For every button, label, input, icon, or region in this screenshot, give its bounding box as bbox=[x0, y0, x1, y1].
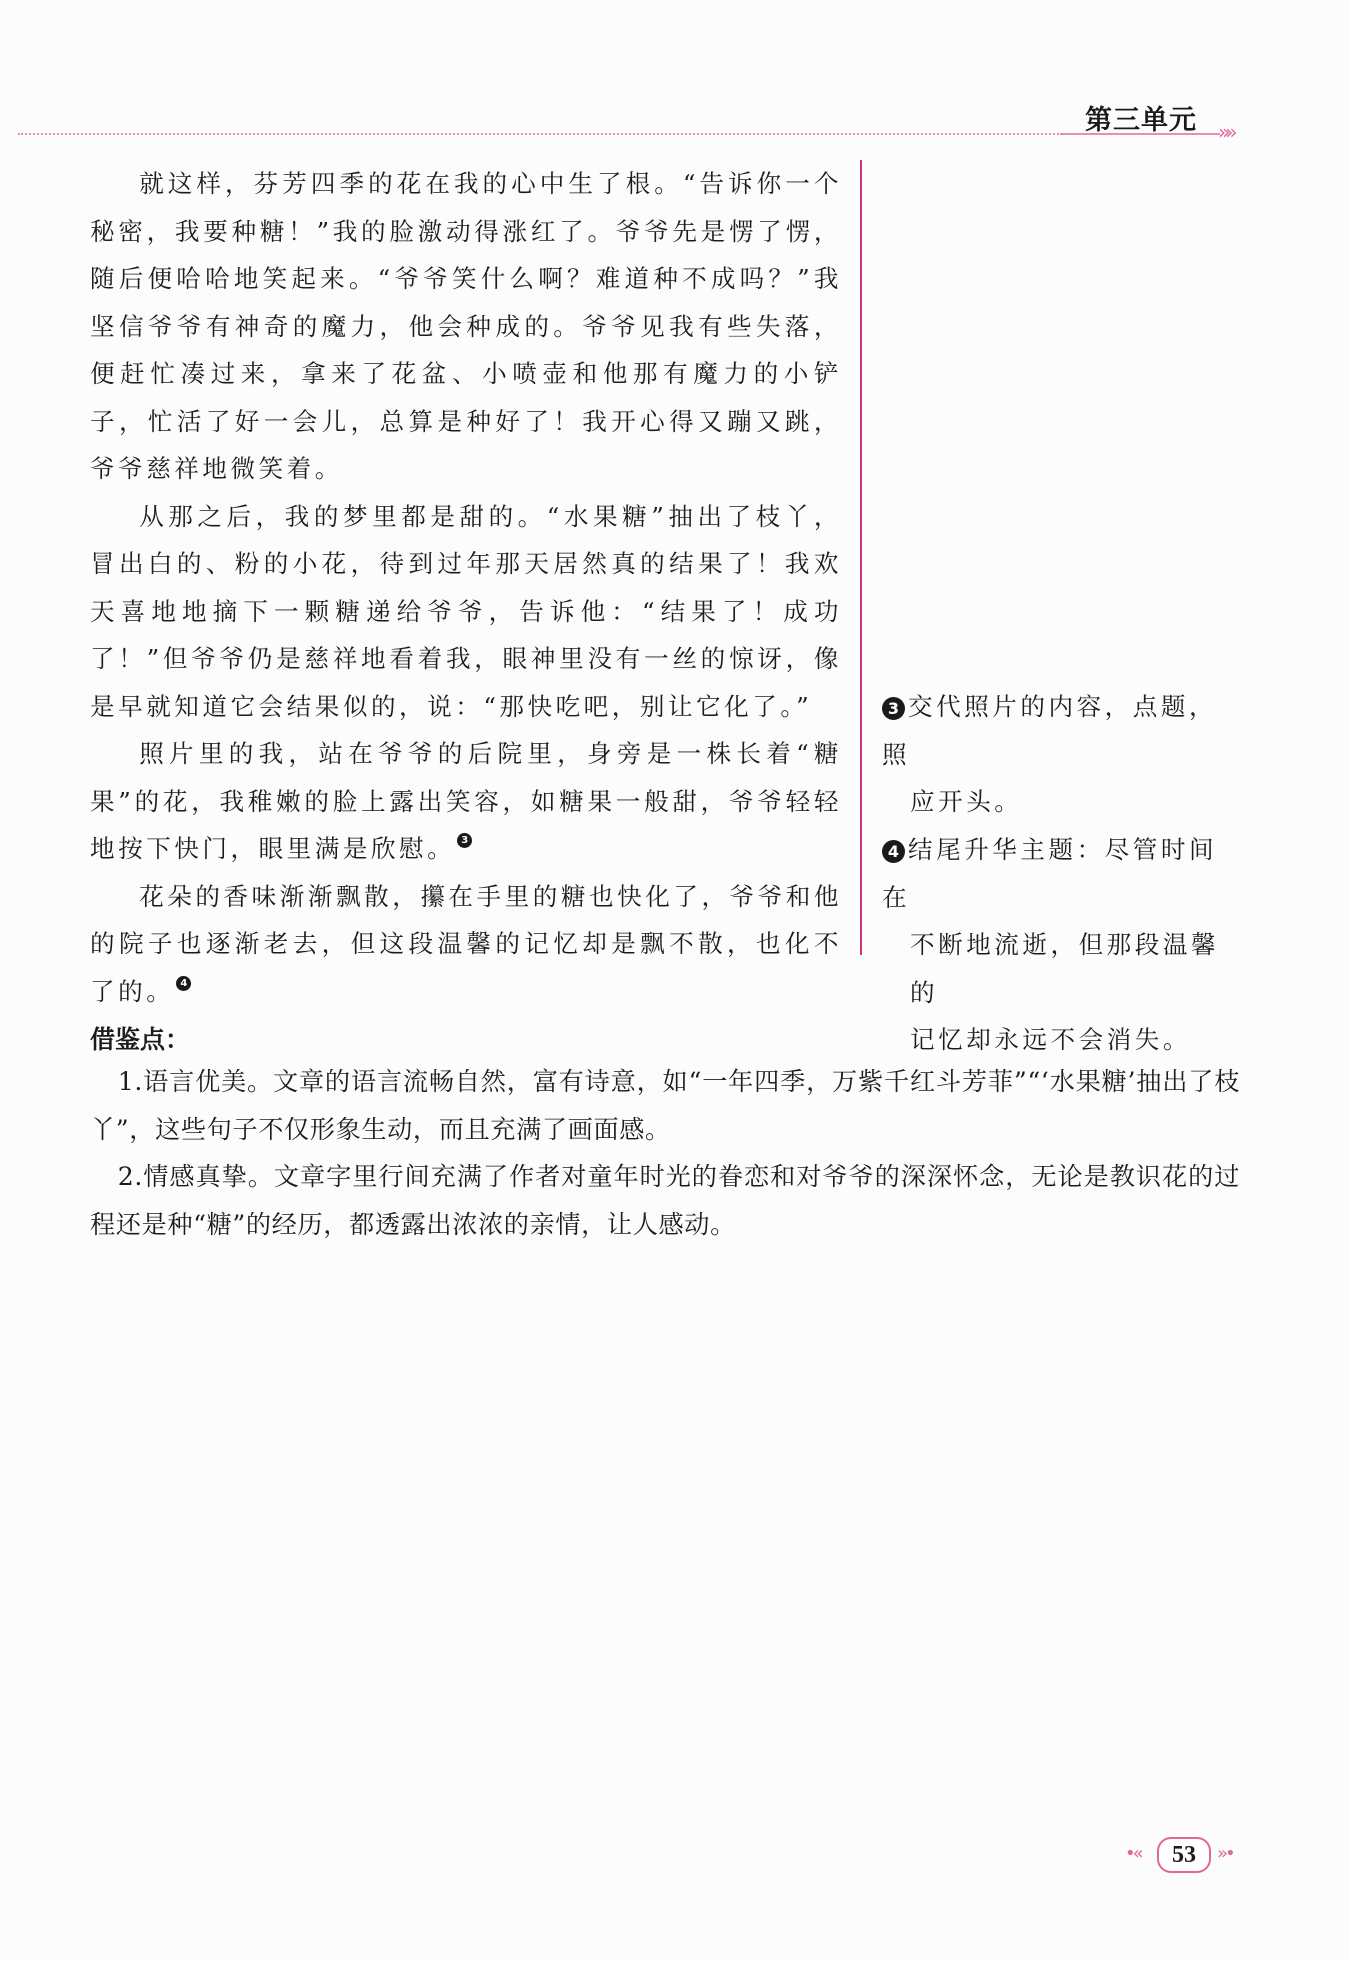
chevron-right-icon: »• bbox=[1217, 1843, 1233, 1864]
note-text: 不断地流逝，但那段温馨的 bbox=[910, 930, 1220, 1007]
unit-title: 第三单元 bbox=[1085, 105, 1197, 136]
note-text: 交代照片的内容，点题，照 bbox=[882, 692, 1218, 769]
reference-point: 2.情感真挚。文章字里行间充满了作者对童年时光的眷恋和对爷爷的深深怀念，无论是教识花的过程还是种“糖”的经历，都透露出浓浓的亲情，让人感动。 bbox=[90, 1162, 1240, 1239]
page-number-badge bbox=[1125, 1837, 1245, 1877]
margin-divider bbox=[860, 160, 862, 955]
note-text: 记忆却永远不会消失。 bbox=[910, 1025, 1191, 1054]
annotation-marker: 3 bbox=[457, 833, 472, 848]
chevron-left-icon: •« bbox=[1125, 1843, 1141, 1864]
reference-point: 1.语言优美。文章的语言流畅自然，富有诗意，如“一年四季，万紫千红斗芳菲”“‘水果糖’抽出了枝丫”，这些句子不仅形象生动，而且充满了画面感。 bbox=[90, 1067, 1240, 1144]
header-dotted-rule bbox=[18, 133, 1218, 135]
paragraph: 从那之后，我的梦里都是甜的。“水果糖”抽出了枝丫，冒出白的、粉的小花，待到过年那天居然真的结果了！我欢天喜地地摘下一颗糖递给爷爷，告诉他：“结果了！成功了！”但爷爷仍是慈祥地看着我，眼神里没有一丝的惊讶，像是早就知道它会结果似的，说：“那快吃吧，别让它化了。” bbox=[90, 501, 842, 721]
side-note bbox=[882, 683, 1242, 826]
page-number: 53 bbox=[1172, 1842, 1196, 1868]
paragraph: 照片里的我，站在爷爷的后院里，身旁是一株长着“糖果”的花，我稚嫩的脸上露出笑容，如糖果一般甜，爷爷轻轻地按下快门，眼里满是欣慰。 $^3$ bbox=[90, 739, 842, 863]
chevron-right-icon: »» bbox=[1218, 120, 1233, 144]
reference-body bbox=[90, 1058, 1240, 1248]
note-text: 应开头。 bbox=[910, 787, 1023, 816]
paragraph: 花朵的香味渐渐飘散，攥在手里的糖也快化了，爷爷和他的院子也逐渐老去，但这段温馨的记忆却是飘不散，也化不了的。 $^4$ bbox=[90, 881, 842, 1006]
note-text: 结尾升华主题：尽管时间在 bbox=[882, 835, 1218, 912]
note-number: 3 bbox=[882, 697, 905, 720]
essay-body bbox=[90, 160, 842, 1015]
side-note bbox=[882, 826, 1242, 1064]
paragraph: 就这样，芬芳四季的花在我的心中生了根。“告诉你一个秘密，我要种糖！”我的脸激动得涨红了。爷爷先是愣了愣，随后便哈哈地笑起来。“爷爷笑什么啊？难道种不成吗？”我坚信爷爷有神奇的魔力，他会种成的。爷爷见我有些失落，便赶忙凑过来，拿来了花盆、小喷壶和他那有魔力的小铲子，忙活了好一会儿，总算是种好了！我开心得又蹦又跳，爷爷慈祥地微笑着。 bbox=[90, 169, 842, 483]
reference-title: 借鉴点： bbox=[90, 1025, 191, 1054]
annotation-marker: 4 bbox=[176, 976, 191, 991]
note-number: 4 bbox=[882, 840, 905, 863]
